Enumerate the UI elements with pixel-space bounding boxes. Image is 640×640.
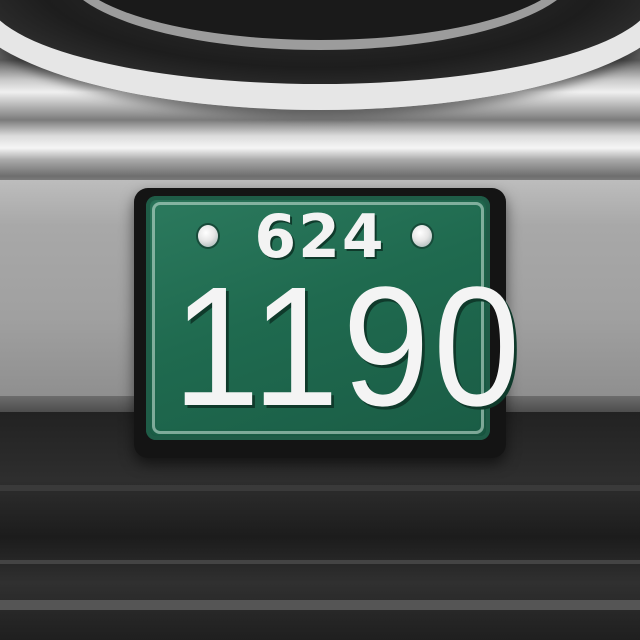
plate-number: 1190	[172, 252, 524, 442]
plate-bolt-icon	[412, 225, 432, 247]
lower-trim-line	[0, 600, 640, 610]
lower-trim-line	[0, 485, 640, 491]
plate-bolt-icon	[198, 225, 218, 247]
lower-trim-line	[0, 560, 640, 564]
plate-code: 624	[254, 202, 386, 272]
